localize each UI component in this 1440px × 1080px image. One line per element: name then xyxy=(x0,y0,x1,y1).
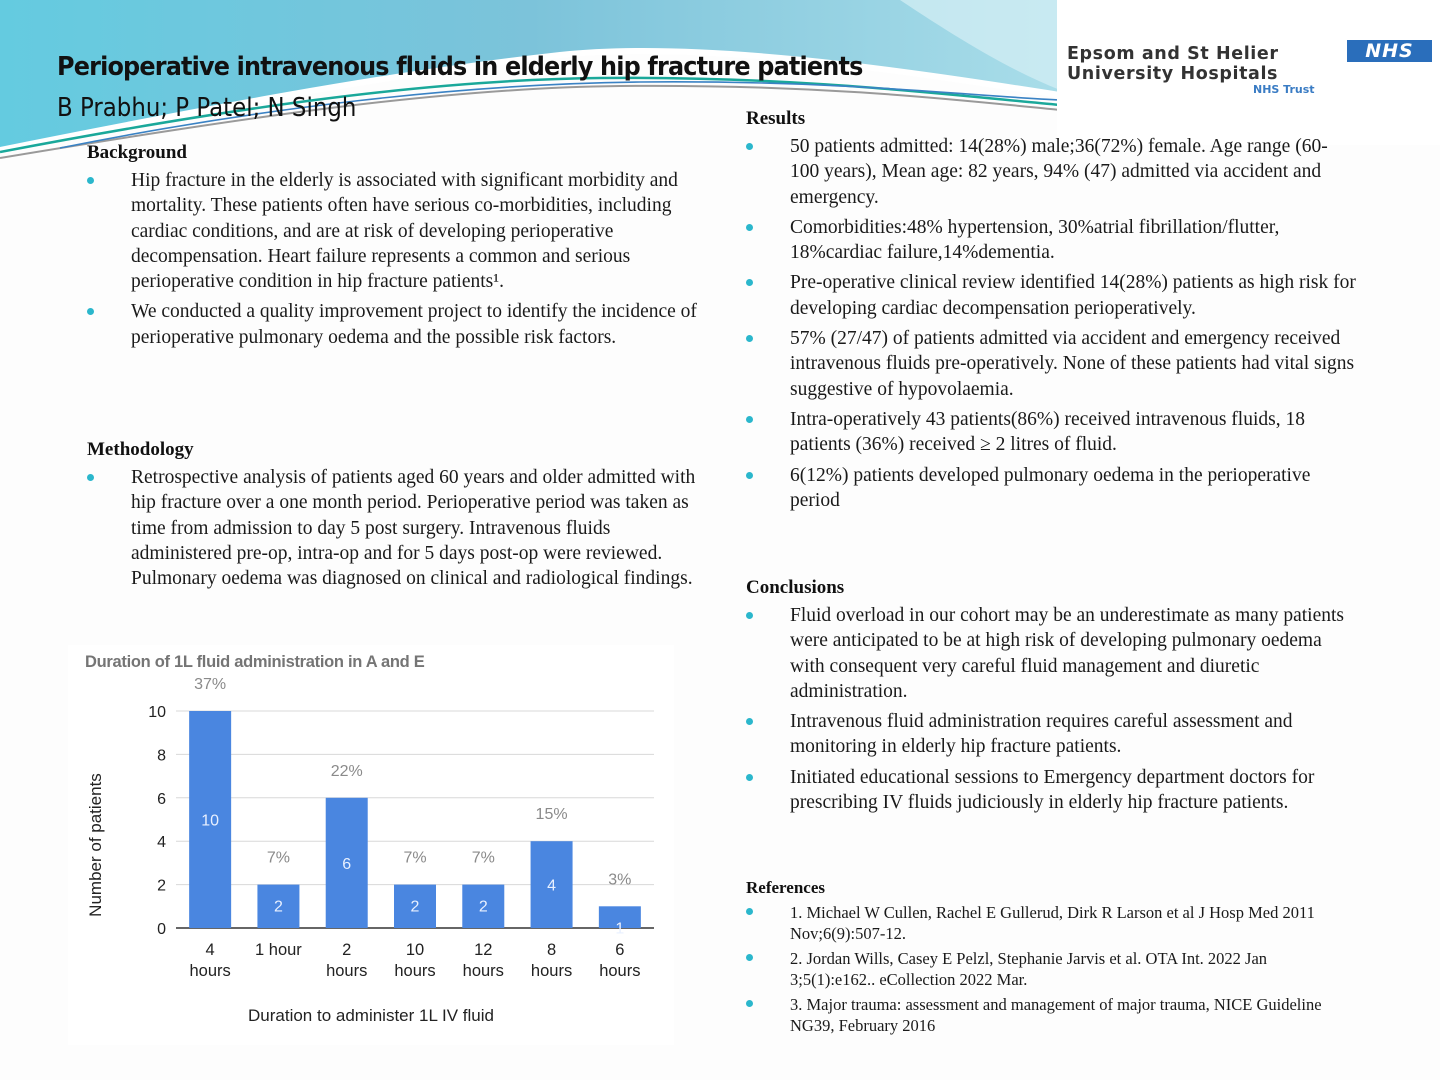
bar-percent-label: 7% xyxy=(471,849,495,867)
bullet-icon xyxy=(87,474,94,481)
bar-value-label: 6 xyxy=(342,855,352,873)
bar-percent-label: 22% xyxy=(330,762,363,780)
bullet-icon xyxy=(746,774,753,781)
list-item xyxy=(87,465,702,591)
list-item xyxy=(746,463,1356,514)
list-item xyxy=(746,215,1356,266)
results-heading: Results xyxy=(746,108,806,129)
x-tick-label: 2 xyxy=(342,941,352,959)
x-tick-label: hours xyxy=(462,962,504,980)
item-text: 50 patients admitted: 14(28%) male;36(72%) female. Age range (60-100 years), Mean age: 82 years, 94% (47) admitted via accident and emergency. xyxy=(790,136,1328,208)
x-tick-label: hours xyxy=(530,962,573,980)
background-list xyxy=(87,168,697,350)
methodology-heading: Methodology xyxy=(87,439,194,460)
nhs-badge-icon: NHS xyxy=(1347,40,1432,62)
results-list xyxy=(746,134,1356,513)
item-text: 57% (27/47) of patients admitted via accident and emergency received intravenous fluids pre-operatively. None of these patients had vital signs suggestive of hypovolaemia. xyxy=(790,328,1355,400)
item-text: We conducted a quality improvement project to identify the incidence of perioperative pulmonary oedema and the possible risk factors. xyxy=(131,301,697,348)
logo-line-1: Epsom and St Helier xyxy=(1067,44,1279,64)
item-text: 6(12%) patients developed pulmonary oedema in the perioperative period xyxy=(790,464,1311,511)
methodology-section xyxy=(87,439,702,596)
x-tick-label: 4 xyxy=(205,941,215,959)
bar-percent-label: 3% xyxy=(608,871,632,889)
bar-value-label: 2 xyxy=(273,898,283,916)
y-tick-label: 8 xyxy=(157,747,166,765)
bullet-icon xyxy=(746,718,753,725)
list-item xyxy=(746,765,1356,816)
x-tick-label: hours xyxy=(599,962,641,980)
x-tick-label: 1 hour xyxy=(255,941,302,959)
reference-item xyxy=(746,902,1356,944)
bar-percent-label: 7% xyxy=(403,849,427,867)
bullet-icon xyxy=(746,224,753,231)
bar-value-label: 10 xyxy=(201,812,220,830)
item-text: Retrospective analysis of patients aged 60 years and older admitted with hip fracture over a one month period. Perioperative period was taken as time from admission to day 5 post surgery. Intravenous fluids administered pre-op, intra-op and for 5 days post-op were reviewed. Pulmonary oedema was diagnosed on clinical and radiological findings. xyxy=(131,467,696,590)
bullet-icon xyxy=(746,908,753,915)
poster-authors: B Prabhu; P Patel; N Singh xyxy=(57,93,357,123)
bullet-icon xyxy=(87,177,94,184)
y-tick-label: 2 xyxy=(157,877,166,895)
item-text: 3. Major trauma: assessment and management of major trauma, NICE Guideline NG39, February 2016 xyxy=(790,995,1322,1035)
item-text: Hip fracture in the elderly is associated with significant morbidity and mortality. These patients often have serious co-morbidities, including cardiac conditions, and are at risk of developing perioperative decompensation. Heart failure represents a common and serious perioperative condition in hip fracture patients¹. xyxy=(131,170,678,293)
bar-chart xyxy=(68,645,674,1045)
item-text: Pre-operative clinical review identified 14(28%) patients as high risk for developing cardiac decompensation perioperatively. xyxy=(790,272,1356,319)
item-text: Intra-operatively 43 patients(86%) received intravenous fluids, 18 patients (36%) received ≥ 2 litres of fluid. xyxy=(790,408,1305,456)
methodology-list xyxy=(87,465,702,591)
bar-value-label: 2 xyxy=(478,898,488,916)
bullet-icon xyxy=(746,143,753,150)
chart-title: Duration of 1L fluid administration in A and E xyxy=(85,653,425,671)
reference-item xyxy=(746,948,1356,990)
y-tick-label: 0 xyxy=(157,921,166,938)
logo-trust: NHS Trust xyxy=(1253,83,1315,96)
bar-value-label: 2 xyxy=(410,898,420,916)
item-text: Initiated educational sessions to Emergency department doctors for prescribing IV fluids judiciously in elderly hip fracture patients. xyxy=(790,766,1315,814)
x-tick-label: hours xyxy=(326,962,368,980)
bullet-icon xyxy=(746,279,753,286)
x-tick-label: 10 xyxy=(405,941,425,959)
list-item xyxy=(746,134,1356,210)
item-text: 1. Michael W Cullen, Rachel E Gullerud, Dirk R Larson et al J Hosp Med 2011 Nov;6(9):507-12. xyxy=(790,903,1315,943)
references-heading: References xyxy=(746,878,825,897)
list-item xyxy=(87,299,697,350)
x-tick-label: hours xyxy=(394,962,436,980)
bullet-icon xyxy=(746,954,753,961)
logo-name xyxy=(1067,44,1279,84)
bullet-icon xyxy=(746,335,753,342)
bullet-icon xyxy=(746,612,753,619)
bullet-icon xyxy=(746,472,753,479)
logo-line-2: University Hospitals xyxy=(1067,64,1279,84)
list-item xyxy=(746,270,1356,321)
poster-title: Perioperative intravenous fluids in elderly hip fracture patients xyxy=(57,52,863,82)
conclusions-list xyxy=(746,603,1356,815)
item-text: Fluid overload in our cohort may be an underestimate as many patients were anticipated to be at high risk of developing pulmonary oedema with consequent very careful fluid management and diuretic administration. xyxy=(790,605,1344,702)
x-tick-label: 8 xyxy=(546,941,557,959)
reference-item xyxy=(746,994,1356,1036)
bar-value-label: 4 xyxy=(547,877,557,895)
bar-percent-label: 37% xyxy=(194,676,227,693)
y-tick-label: 10 xyxy=(148,704,166,721)
references-list xyxy=(746,902,1356,1036)
list-item xyxy=(746,407,1356,458)
bar-percent-label: 15% xyxy=(535,806,568,824)
item-text: Intravenous fluid administration requires careful assessment and monitoring in elderly hip fracture patients. xyxy=(790,711,1293,758)
bullet-icon xyxy=(746,1000,753,1007)
bar-percent-label: 7% xyxy=(266,849,290,867)
x-tick-label: hours xyxy=(189,962,231,980)
y-tick-label: 6 xyxy=(157,790,166,808)
list-item xyxy=(87,168,697,294)
chart-plot-area xyxy=(68,645,674,1045)
list-item xyxy=(746,709,1356,760)
list-item xyxy=(746,603,1356,704)
x-axis-title: Duration to administer 1L IV fluid xyxy=(248,1006,494,1025)
bullet-icon xyxy=(746,416,753,423)
background-section xyxy=(87,142,697,355)
list-item xyxy=(746,326,1356,402)
item-text: Comorbidities:48% hypertension, 30%atrial fibrillation/flutter, 18%cardiac failure,14%dementia. xyxy=(790,216,1280,264)
background-heading: Background xyxy=(87,142,187,163)
y-axis-title: Number of patients xyxy=(86,773,105,917)
conclusions-heading: Conclusions xyxy=(746,577,845,598)
item-text: 2. Jordan Wills, Casey E Pelzl, Stephanie Jarvis et al. OTA Int. 2022 Jan 3;5(1):e162.. eCollection 2022 Mar. xyxy=(790,949,1268,989)
y-tick-label: 4 xyxy=(157,834,166,852)
bullet-icon xyxy=(87,308,94,315)
bar-value-label: 1 xyxy=(615,920,625,938)
references-section xyxy=(746,878,1356,1040)
x-tick-label: 12 xyxy=(474,941,493,959)
results-section xyxy=(746,108,1356,518)
x-tick-label: 6 xyxy=(615,941,625,959)
conclusions-section xyxy=(746,577,1356,820)
